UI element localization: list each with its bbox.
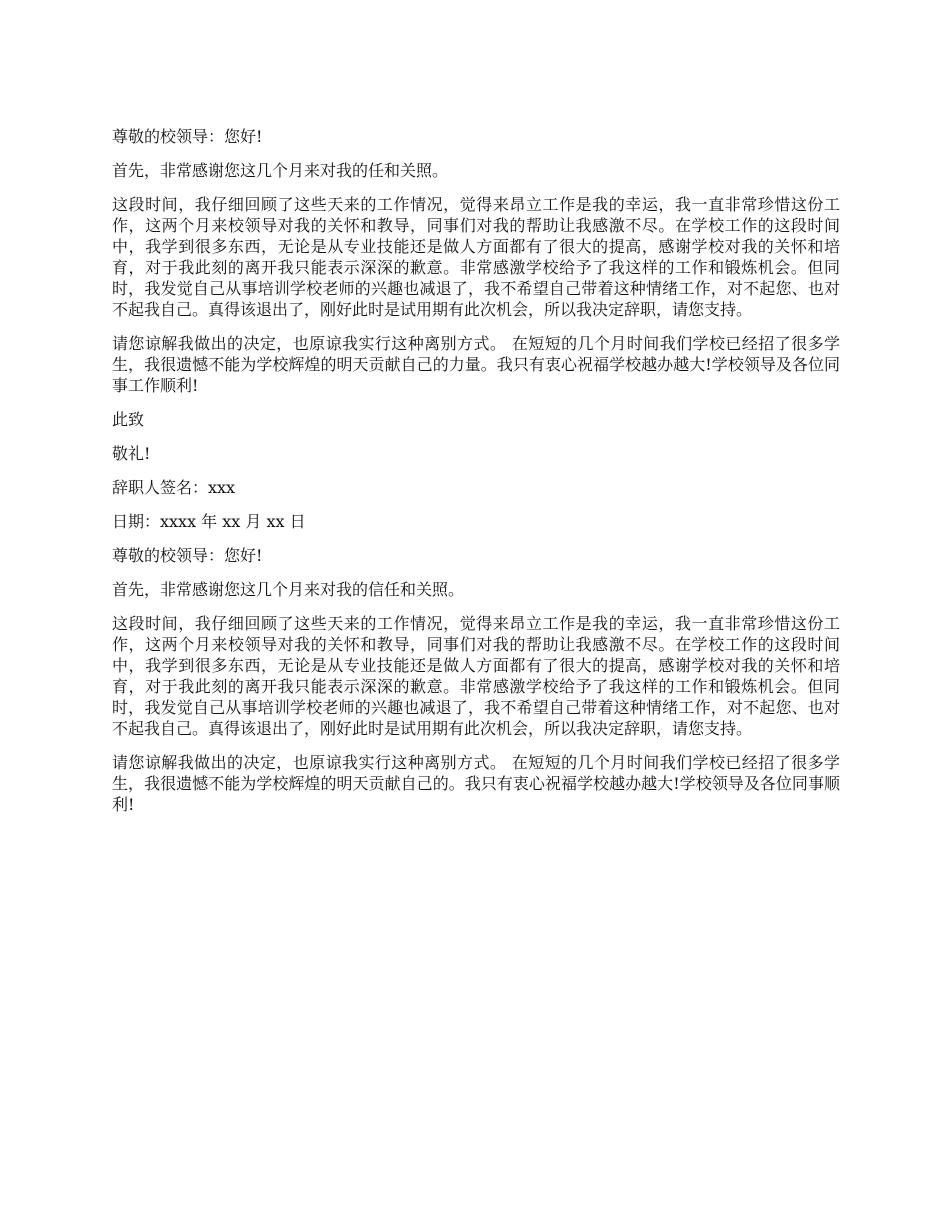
thanks-paragraph-2: 首先，非常感谢您这几个月来对我的信任和关照。	[112, 580, 465, 599]
salutation-cizhi: 此致	[112, 410, 145, 429]
closing-paragraph-1: 请您谅解我做出的决定，也原谅我实行这种离别方式。 在短短的几个月时间我们学校已经招了很多学生，我很遗憾不能为学校辉煌的明天贡献自己的力量。我只有衷心祝福学校越办越大!学校领导及各位同事工作顺利!	[112, 334, 840, 395]
body-paragraph-2: 这段时间，我仔细回顾了这些天来的工作情况，觉得来昂立工作是我的幸运，我一直非常珍惜这份工作，这两个月来校领导对我的关怀和教导，同事们对我的帮助让我感激不尽。在学校工作的这段时间中，我学到很多东西，无论是从专业技能还是做人方面都有了很大的提高，感谢学校对我的关怀和培育，对于我此刻的离开我只能表示深深的歉意。非常感激学校给予了我这样的工作和锻炼机会。但同时，我发觉自己从事培训学校老师的兴趣也减退了，我不希望自己带着这种情绪工作，对不起您、也对不起我自己。真得该退出了，刚好此时是试用期有此次机会，所以我决定辞职，请您支持。	[112, 614, 840, 738]
body-paragraph-1: 这段时间，我仔细回顾了这些天来的工作情况，觉得来昂立工作是我的幸运，我一直非常珍惜这份工作，这两个月来校领导对我的关怀和教导，同事们对我的帮助让我感激不尽。在学校工作的这段时间中，我学到很多东西，无论是从专业技能还是做人方面都有了很大的提高，感谢学校对我的关怀和培育，对于我此刻的离开我只能表示深深的歉意。非常感激学校给予了我这样的工作和锻炼机会。但同时，我发觉自己从事培训学校老师的兴趣也减退了，我不希望自己带着这种情绪工作，对不起您、也对不起我自己。真得该退出了，刚好此时是试用期有此次机会，所以我决定辞职，请您支持。	[112, 195, 840, 319]
closing-paragraph-2: 请您谅解我做出的决定，也原谅我实行这种离别方式。 在短短的几个月时间我们学校已经招了很多学生，我很遗憾不能为学校辉煌的明天贡献自己的。我只有衷心祝福学校越办越大!学校领导及各位同事顺利!	[112, 753, 840, 814]
greeting-1: 尊敬的校领导：您好!	[112, 127, 263, 146]
date-line: 日期：xxxx 年 xx 月 xx 日	[112, 512, 306, 531]
salutation-jingli: 敬礼!	[112, 444, 151, 463]
signature-line: 辞职人签名：xxx	[112, 478, 236, 497]
thanks-paragraph-1: 首先，非常感谢您这几个月来对我的任和关照。	[112, 161, 449, 180]
greeting-2: 尊敬的校领导：您好!	[112, 546, 263, 565]
document-body	[112, 126, 840, 828]
